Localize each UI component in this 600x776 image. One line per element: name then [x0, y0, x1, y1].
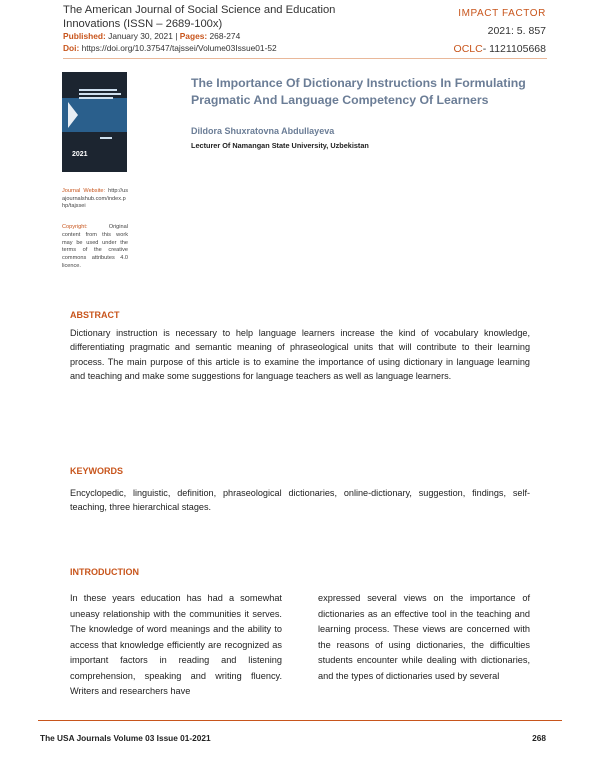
oclc-line — [454, 43, 546, 55]
abstract-heading: ABSTRACT — [70, 310, 120, 320]
cover-title-line — [79, 97, 113, 99]
keywords-text: Encyclopedic, linguistic, definition, phraseological dictionaries, online-dictionary, suggestion, findings, self-teaching, three hierarchical stages. — [70, 488, 530, 513]
website-label: Journal Website: — [62, 188, 106, 194]
website-link[interactable]: http://usajournalshub.com/index.php/tajssei — [62, 188, 128, 210]
introduction-left-column: In these years education has had a somewhat uneasy relationship with the communities it serves. The knowledge of word meanings and the ability to access that knowledge efficiently are recognized as important factors in reading and listening comprehension, speaking and writing fluency. Writers and researchers have — [70, 593, 282, 696]
chevron-right-icon — [68, 102, 78, 128]
copyright-text: Original content from this work may be used under the terms of the creative commons attributes 4.0 licence. — [62, 224, 128, 269]
copyright-label: Copyright: — [62, 224, 88, 230]
introduction-right-column: expressed several views on the importance of dictionaries as an effective tool in the teaching and learning process. These views are concerned with the reasons of using dictionaries, the difficulties students encounter while dealing with dictionaries, and the types of dictionaries used by several — [318, 593, 530, 681]
footer-divider — [38, 720, 562, 721]
doi-link[interactable]: https://doi.org/10.37547/tajssei/Volume03Issue01-52 — [79, 43, 277, 53]
keywords-heading: KEYWORDS — [70, 466, 124, 476]
copyright-note — [62, 224, 128, 271]
published-label: Published: — [63, 31, 106, 41]
impact-factor-label: IMPACT FACTOR — [458, 8, 546, 19]
cover-title-line — [79, 89, 117, 91]
oclc-label: OCLC — [453, 43, 483, 55]
introduction-heading: INTRODUCTION — [70, 567, 139, 577]
pages-label: Pages: — [179, 31, 208, 41]
article-title: The Importance Of Dictionary Instructions In Formulating Pragmatic And Language Competency Of Learners — [191, 76, 526, 107]
pages-value: 268-274 — [207, 31, 241, 41]
header-divider — [63, 58, 547, 59]
doi-label: Doi: — [63, 43, 80, 53]
cover-title-line — [79, 93, 121, 95]
journal-website-note — [62, 188, 128, 211]
page-number: 268 — [532, 733, 546, 743]
author-name: Dildora Shuxratovna Abdullayeva — [191, 126, 335, 136]
doi-line — [63, 43, 277, 54]
impact-factor-value: 2021: 5. 857 — [487, 25, 546, 37]
author-affiliation: Lecturer Of Namangan State University, Uzbekistan — [191, 141, 369, 150]
journal-cover-image — [62, 72, 127, 172]
publication-info: Published: January 30, 2021 | Pages: 268-274 — [63, 31, 241, 41]
footer-journal-issue: The USA Journals Volume 03 Issue 01-2021 — [40, 733, 211, 743]
cover-year: 2021 — [72, 151, 88, 158]
journal-title: The American Journal of Social Science and Education Innovations (ISSN – 2689-100x) — [63, 4, 336, 30]
oclc-value: - 1121105668 — [482, 43, 546, 55]
published-date: January 30, 2021 — [105, 31, 173, 41]
abstract-text: Dictionary instruction is necessary to help language learners increase the kind of vocabulary knowledge, differentiating pragmatic and semantic meaning of phraseological units that will contribute to their learning process. The main purpose of this article is to examine the importance of using dictionary in language learning and teaching and make some suggestions for language teachers as well as language learners. — [70, 328, 530, 381]
cover-volume-line — [100, 137, 112, 139]
